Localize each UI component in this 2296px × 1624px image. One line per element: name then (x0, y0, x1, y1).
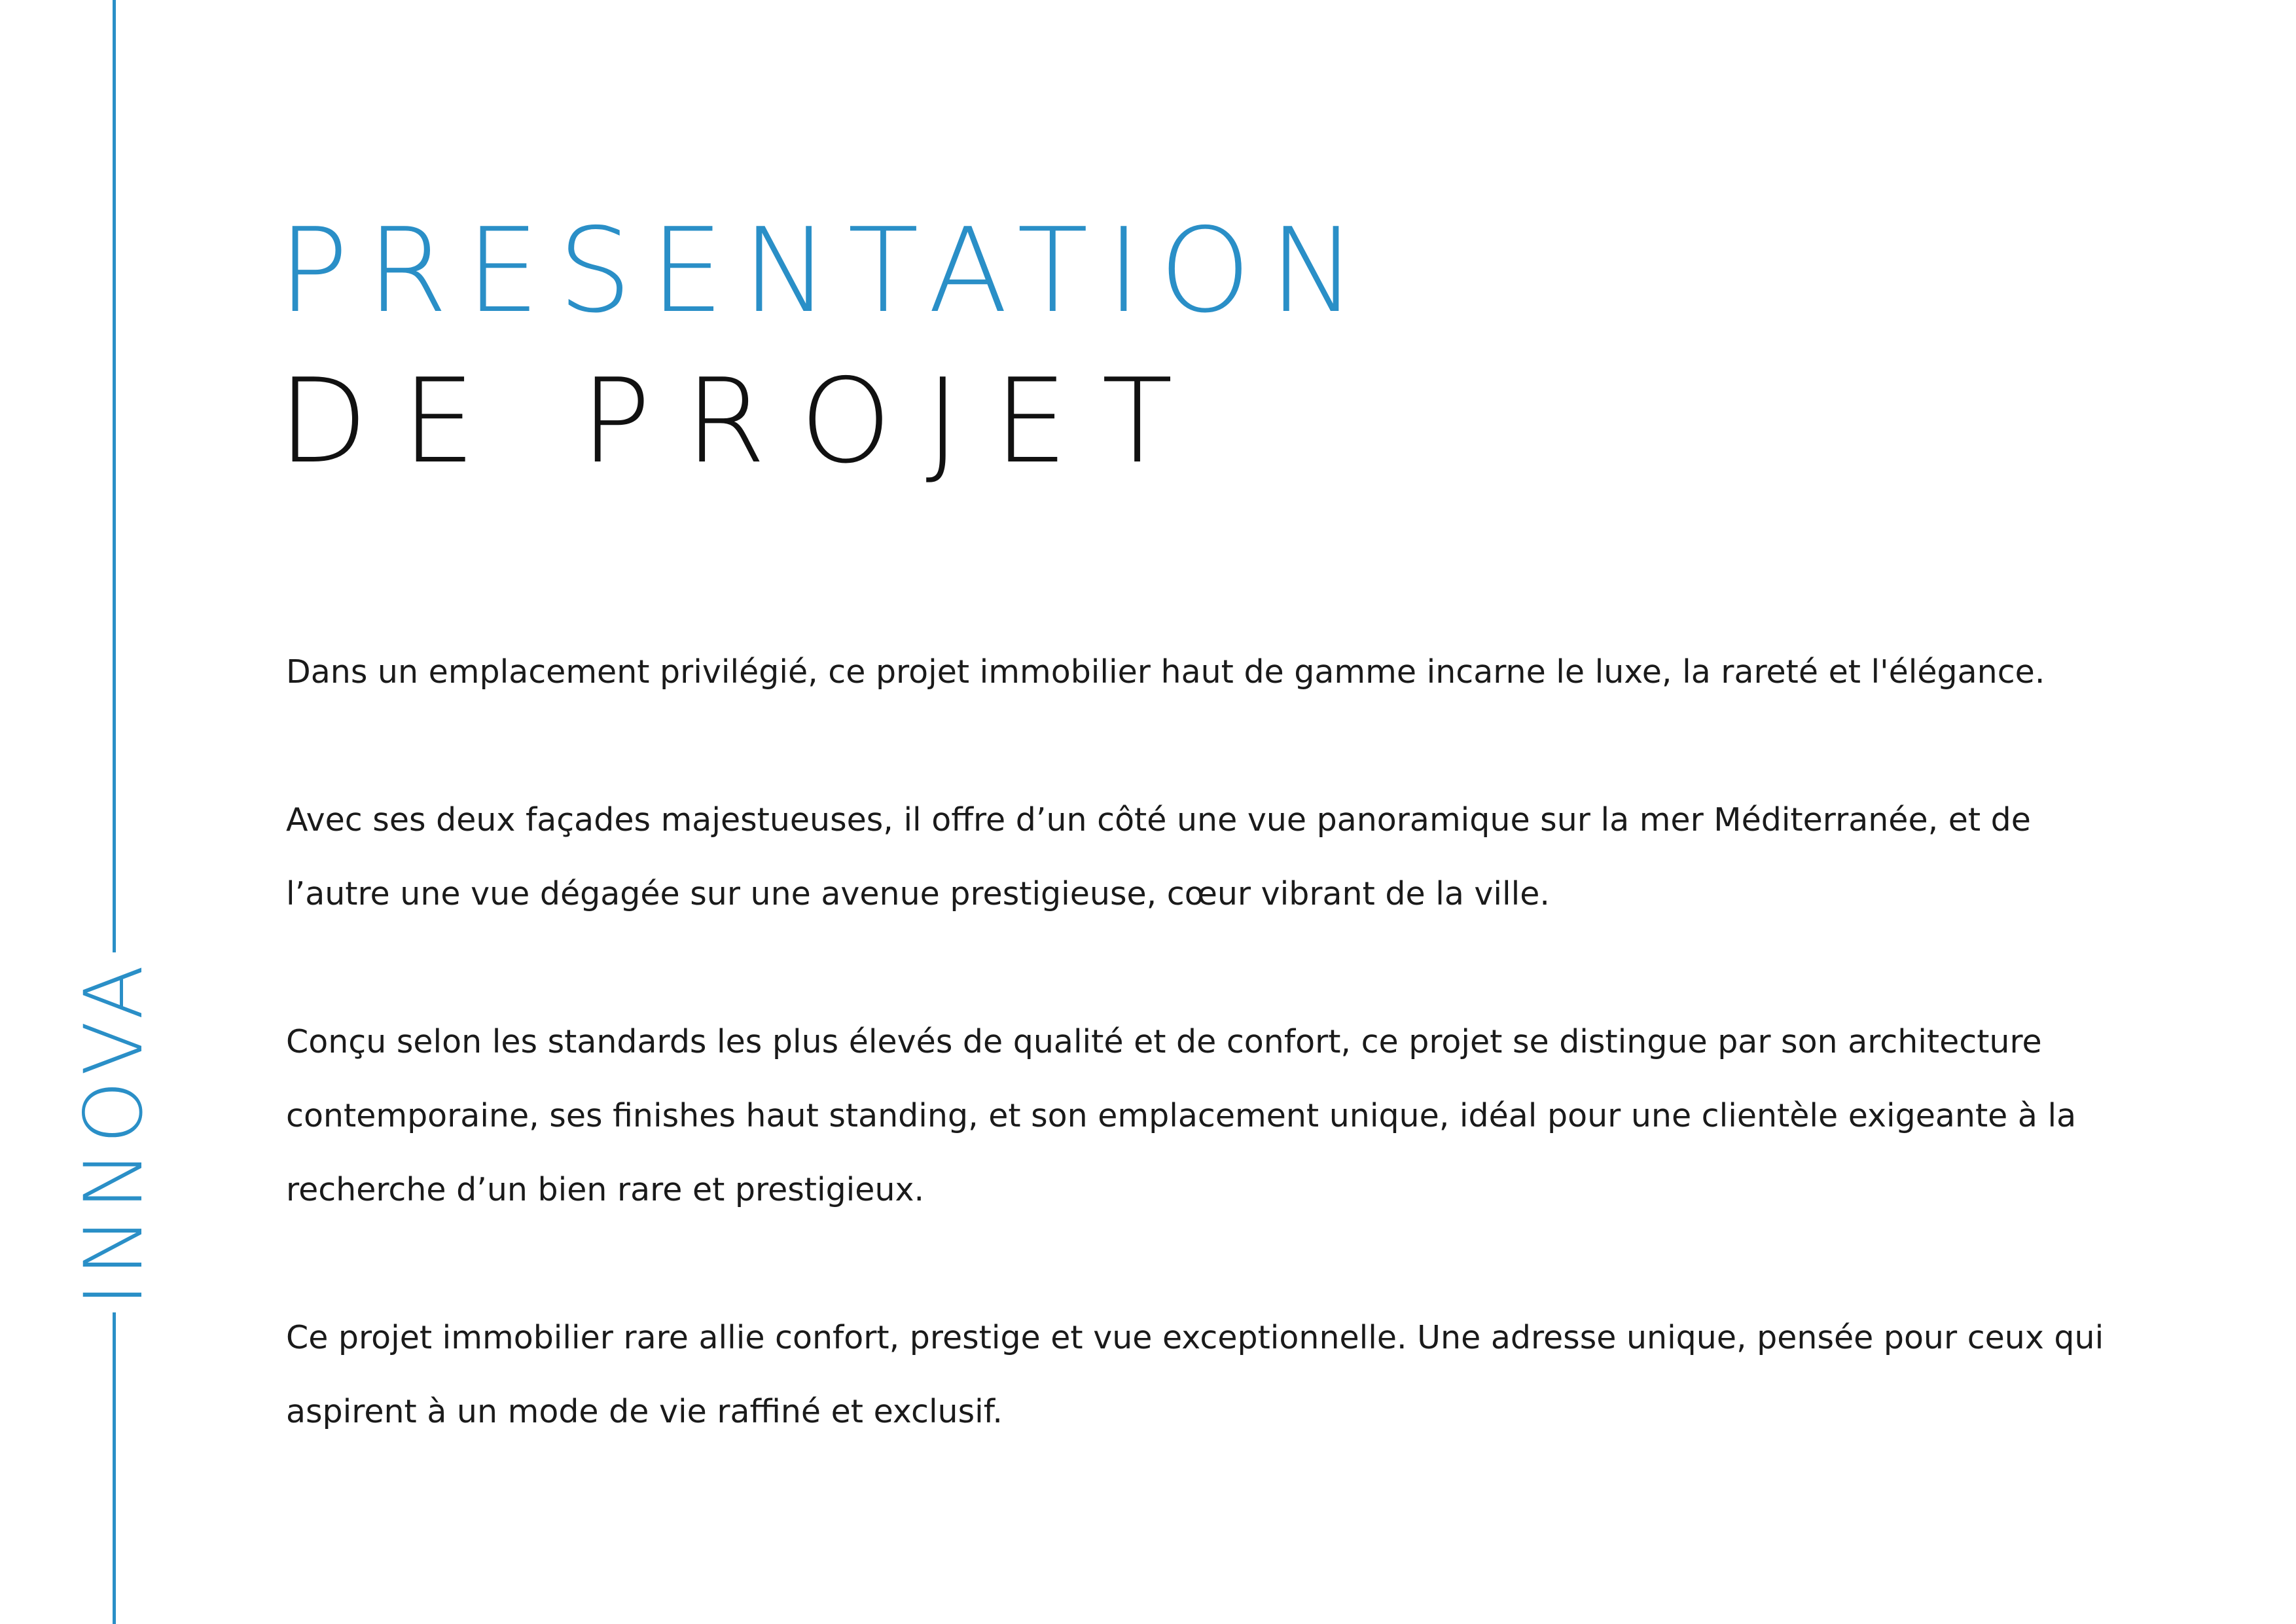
body-text (286, 635, 2125, 1523)
paragraph-2: Avec ses deux façades majestueuses, il offre d’un côté une vue panoramique sur la mer Méditerranée, et de l’autre une vue dégagée sur une avenue prestigieuse, cœur vibrant de la ville. (286, 801, 2031, 912)
page-title-line-2: DE PROJET (278, 353, 1207, 489)
sidebar-brand-text: INNOVA (67, 958, 160, 1307)
paragraph-3: Conçu selon les standards les plus élevés de qualité et de confort, ce projet se distingue par son architecture contemporaine, ses finishes haut standing, et son emplacement unique, idéal pour une clientèle exigeante à la recherche d’un bien rare et prestigieux. (286, 1023, 2077, 1208)
sidebar-line-bottom (113, 1312, 116, 1624)
sidebar-line-top (113, 0, 116, 952)
paragraph-4: Ce projet immobilier rare allie confort, prestige et vue exceptionnelle. Une adresse unique, pensée pour ceux qui aspirent à un mode de vie raffiné et exclusif. (286, 1319, 2104, 1430)
page-title-line-1: PRESENTATION (278, 203, 1375, 338)
paragraph-1: Dans un emplacement privilégié, ce projet immobilier haut de gamme incarne le luxe, la rareté et l'élégance. (286, 653, 2045, 691)
